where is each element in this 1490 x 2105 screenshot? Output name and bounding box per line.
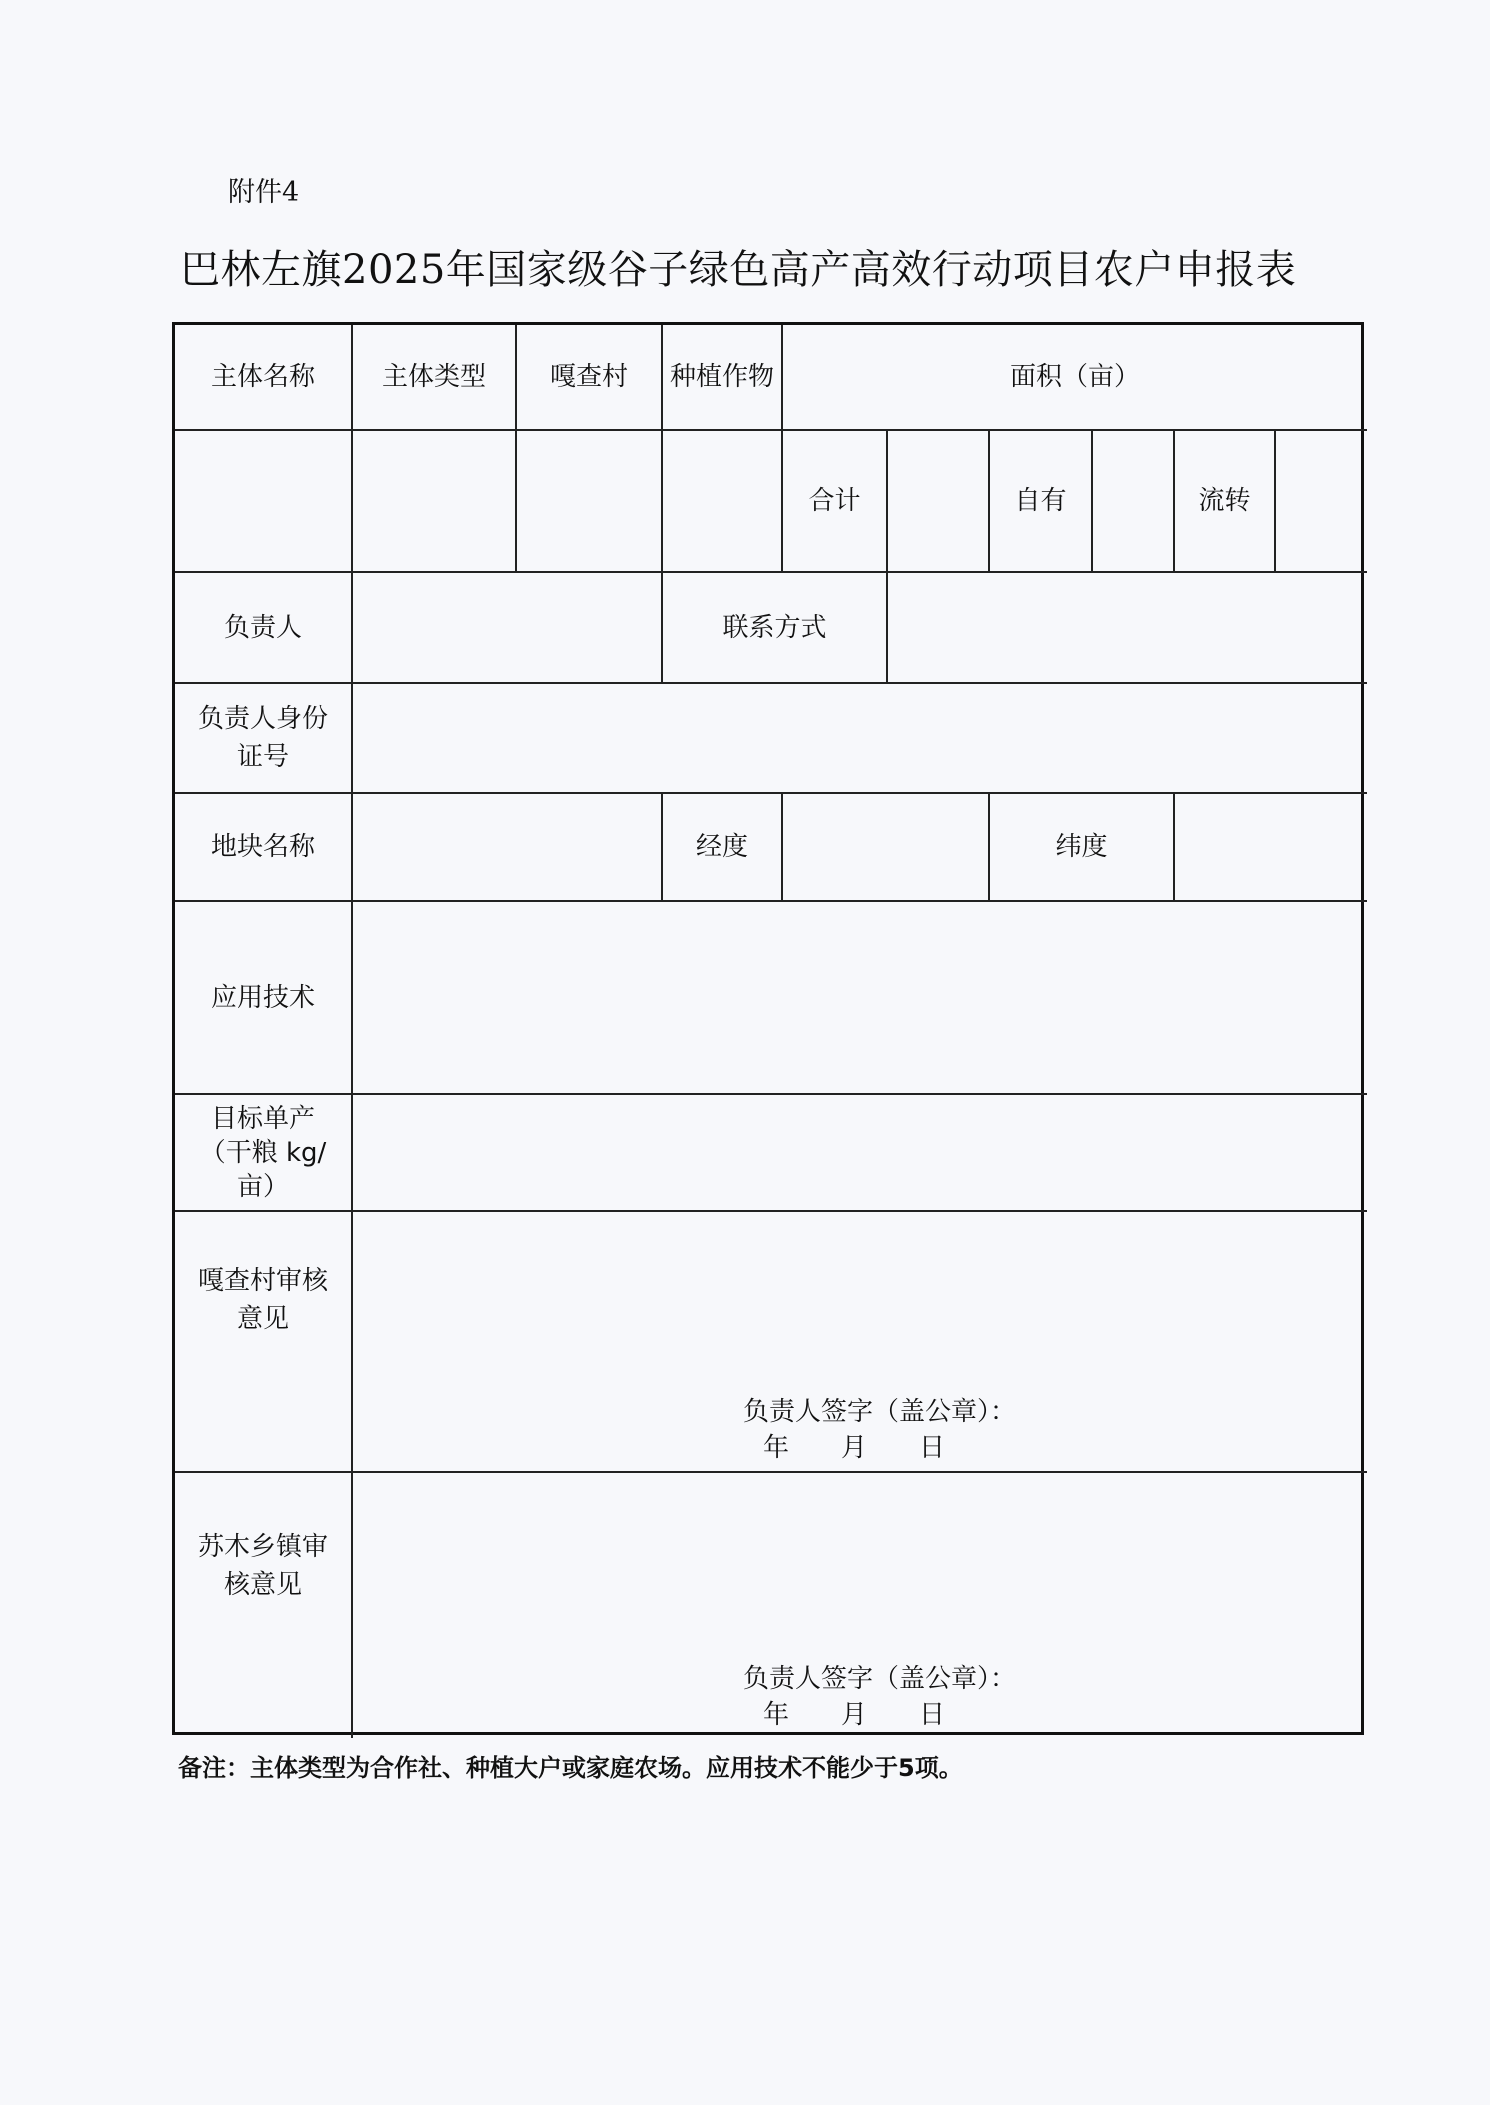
target-yield-label: 目标单产（干粮 kg/亩） — [175, 1095, 353, 1212]
village-signature-label: 负责人签字（盖公章）： — [743, 1397, 1017, 1427]
owned-area-field[interactable] — [1093, 431, 1175, 573]
transfer-area-label: 流转 — [1175, 431, 1276, 573]
latitude-label: 纬度 — [990, 794, 1175, 902]
village-field[interactable] — [517, 431, 663, 573]
id-number-label: 负责人身份证号 — [175, 684, 353, 794]
technology-field[interactable] — [353, 902, 1367, 1095]
village-review-label: 嘎查村审核意见 — [175, 1212, 353, 1473]
application-form-table — [172, 322, 1364, 1735]
town-review-label: 苏木乡镇审核意见 — [175, 1473, 353, 1738]
target-yield-field[interactable] — [353, 1095, 1367, 1212]
person-in-charge-label: 负责人 — [175, 573, 353, 684]
id-number-field[interactable] — [353, 684, 1367, 794]
area-header: 面积（亩） — [783, 325, 1367, 431]
entity-name-header: 主体名称 — [175, 325, 353, 431]
person-in-charge-field[interactable] — [353, 573, 663, 684]
village-review-field[interactable] — [353, 1212, 1367, 1473]
crop-field[interactable] — [663, 431, 783, 573]
entity-name-field[interactable] — [175, 431, 353, 573]
contact-field[interactable] — [888, 573, 1367, 684]
town-date-label: 年 月 日 — [763, 1700, 946, 1730]
footnote: 备注：主体类型为合作社、种植大户或家庭农场。应用技术不能少于5项。 — [178, 1754, 963, 1782]
transfer-area-field[interactable] — [1276, 431, 1367, 573]
town-signature-label: 负责人签字（盖公章）： — [743, 1664, 1017, 1694]
village-date-label: 年 月 日 — [763, 1433, 946, 1463]
village-header: 嘎查村 — [517, 325, 663, 431]
total-area-label: 合计 — [783, 431, 888, 573]
form-title: 巴林左旗2025年国家级谷子绿色高产高效行动项目农户申报表 — [180, 247, 1297, 293]
attachment-label: 附件4 — [228, 177, 300, 208]
owned-area-label: 自有 — [990, 431, 1093, 573]
entity-type-header: 主体类型 — [353, 325, 517, 431]
plot-name-field[interactable] — [353, 794, 663, 902]
longitude-field[interactable] — [783, 794, 990, 902]
entity-type-field[interactable] — [353, 431, 517, 573]
contact-label: 联系方式 — [663, 573, 888, 684]
total-area-field[interactable] — [888, 431, 990, 573]
latitude-field[interactable] — [1175, 794, 1367, 902]
crop-header: 种植作物 — [663, 325, 783, 431]
technology-label: 应用技术 — [175, 902, 353, 1095]
plot-name-label: 地块名称 — [175, 794, 353, 902]
longitude-label: 经度 — [663, 794, 783, 902]
town-review-field[interactable] — [353, 1473, 1367, 1738]
